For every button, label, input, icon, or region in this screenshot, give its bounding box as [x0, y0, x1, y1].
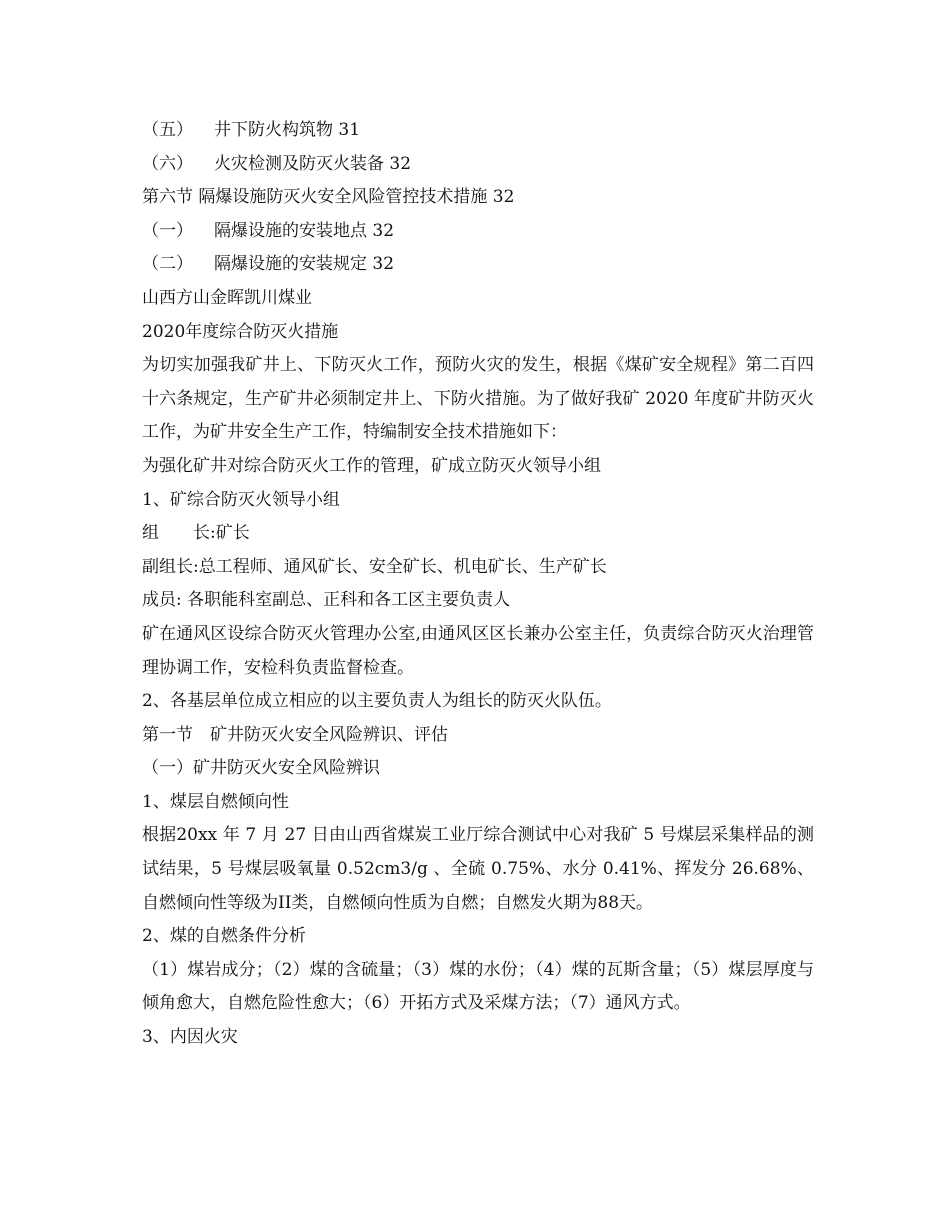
group-members: 成员: 各职能科室副总、正科和各工区主要负责人: [142, 590, 511, 611]
deputy-leader: 副组长:总工程师、通风矿长、安全矿长、机电矿长、生产矿长: [142, 556, 607, 577]
heading-internal-fire: 3、内因火灾: [142, 1027, 238, 1048]
toc-entry: [142, 148, 814, 182]
toc-entry: [142, 248, 814, 282]
toc-text: 井下防火构筑物 31: [214, 120, 361, 140]
group-heading: 1、矿综合防灭火领导小组: [142, 489, 340, 510]
company-name: 山西方山金晖凯川煤业: [142, 287, 312, 308]
item-2: 2、各基层单位成立相应的以主要负责人为组长的防灭火队伍。: [142, 691, 612, 712]
heading-conditions: 2、煤的自燃条件分析: [142, 926, 306, 947]
section-heading: 第一节 矿井防灭火安全风险辨识、评估: [142, 724, 448, 745]
document-body: [142, 114, 814, 1055]
toc-number: （二）: [142, 254, 193, 275]
conditions-paragraph: （1）煤岩成分；（2）煤的含硫量；（3）煤的水份；（4）煤的瓦斯含量；（5）煤层厚度与倾角愈大，自燃危险性愈大；（6）开拓方式及采煤方法；（7）通风方式。: [142, 959, 814, 1014]
group-leader: 组 长:矿长: [142, 523, 250, 544]
toc-entry: [142, 114, 814, 148]
toc-text: 隔爆设施的安装地点 32: [214, 220, 395, 241]
document-title: 2020年度综合防灭火措施: [142, 321, 339, 342]
org-intro: 为强化矿井对综合防灭火工作的管理，矿成立防灭火领导小组: [142, 455, 601, 476]
toc-number: （一）: [142, 220, 193, 241]
office-paragraph: 矿在通风区设综合防灭火管理办公室,由通风区区长兼办公室主任，负责综合防灭火治理管理协调工作，安检科负责监督检查。: [142, 623, 814, 678]
toc-text: 隔爆设施的安装规定 32: [214, 254, 395, 275]
toc-number: （六）: [142, 153, 193, 174]
toc-section: 第六节 隔爆设施防灭火安全风险管控技术措施 32: [142, 187, 515, 208]
intro-paragraph: 为切实加强我矿井上、下防灭火工作，预防火灾的发生，根据《煤矿安全规程》第二百四十六条规定，生产矿井必须制定井上、下防火措施。为了做好我矿 2020 年度矿井防灭火工作，为矿井安全生产工作，特编制安全技术措施如下：: [142, 355, 814, 443]
coal-tendency-paragraph: 根据20xx 年 7 月 27 日由山西省煤炭工业厅综合测试中心对我矿 5 号煤层采集样品的测试结果，5 号煤层吸氧量 0.52cm3/g 、全硫 0.75%、水分 0.41%、挥发分 26.68%、自燃倾向性等级为II类，自燃倾向性质为自燃；自燃发火期为88天。: [142, 825, 814, 913]
toc-entry: [142, 215, 814, 249]
subsection-heading: （一）矿井防灭火安全风险辨识: [142, 758, 380, 779]
toc-text: 火灾检测及防灭火装备 32: [214, 153, 412, 174]
toc-number: （五）: [142, 120, 193, 140]
heading-coal-tendency: 1、煤层自燃倾向性: [142, 791, 289, 812]
